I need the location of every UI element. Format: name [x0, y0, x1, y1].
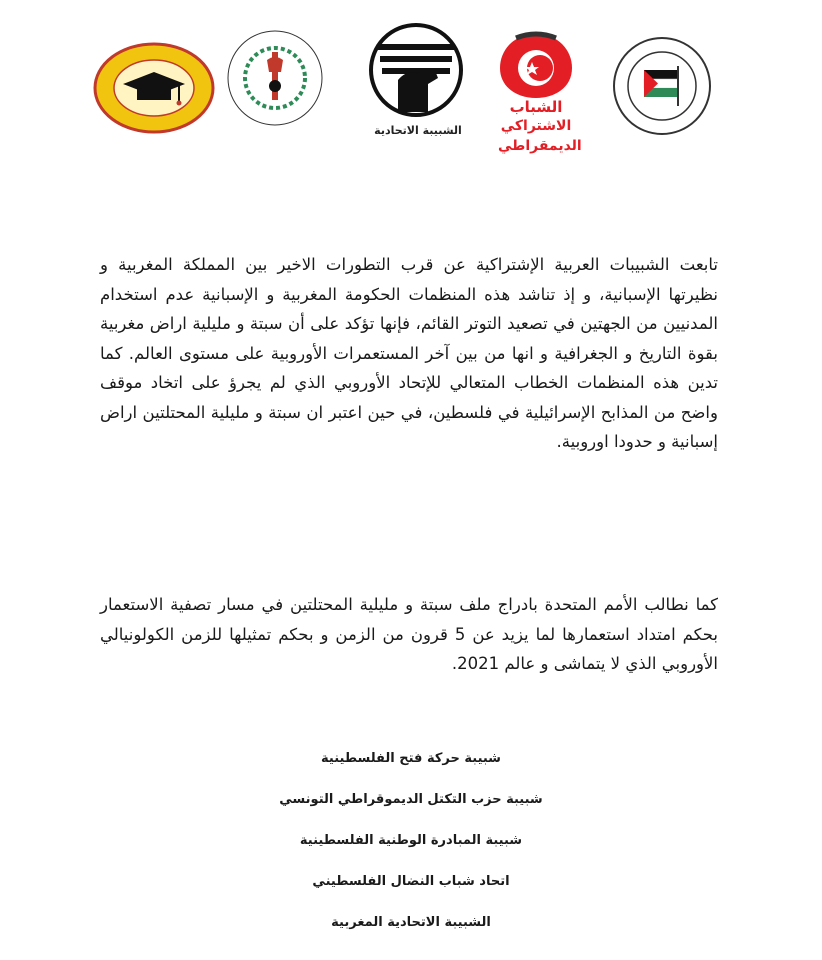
ittihadiya-caption: الشبيبة الاتحادية	[374, 124, 462, 137]
signatories-list	[200, 738, 622, 943]
statement-paragraph-2: كما نطالب الأمم المتحدة بادراج ملف سبتة و مليلية المحتلتين في مسار تصفية الاستعمار بحكم امتداد استعمارها لما يزيد عن 5 قرون من الزمن و بحكم تمثيلها للزمن الكولونيالي الأوروبي الذي لا يتماشى و عالم 2021.	[100, 595, 718, 673]
statement-paragraph-1: تابعت الشبيبات العربية الإشتراكية عن قرب التطورات الاخير بين المملكة المغربية و نظيرتها الإسبانية، و إذ تناشد هذه المنظمات الحكومة المغربية و الإسبانية عدم استخدام المدنيين من الجهتين في تصعيد التوتر القائم، فإنها تؤكد على أن سبتة و مليلية اراض مغربية بقوة التاريخ و الجغرافية و انها من بين آخر المستعمرات الأوروبية على مستوى العالم. كما تدين هذه المنظمات الخطاب المتعالي للإتحاد الأوروبي الذي لم يجرؤ على اتخاد موقف واضح من المذابح الإسرائيلية في فلسطين، في حين اعتبر ان سبتة و مليلية المحتلتين اراض إسبانية و حدودا اوروبية.	[100, 255, 718, 451]
socialist-caption-line-2: الاشتراكي	[500, 118, 572, 134]
fateh-youth-movement-logo	[610, 36, 714, 136]
socialist-caption-line-3: الديمقراطي	[498, 138, 582, 154]
signatory-tunisian-bloc-youth: شبيبة حزب التكتل الديموقراطي التونسي	[279, 792, 543, 807]
palestinian-initiative-youth-logo	[93, 42, 215, 134]
signatory-fatah-youth: شبيبة حركة فتح الفلسطينية	[321, 751, 501, 766]
logo-strip	[0, 0, 822, 175]
signatory-struggle-youth-union: اتحاد شباب النضال الفلسطيني	[312, 874, 510, 889]
ittihadiya-youth-logo	[368, 22, 464, 137]
socialist-caption-line-1: الشباب	[509, 98, 563, 116]
signatory-moroccan-ittihadiya-youth: الشبيبة الاتحادية المغربية	[331, 915, 491, 930]
signatory-palestinian-initiative-youth: شبيبة المبادرة الوطنية الفلسطينية	[299, 833, 523, 848]
palestinian-struggle-youth-union-logo	[225, 28, 325, 128]
socialist-democratic-youth-logo	[496, 30, 582, 154]
